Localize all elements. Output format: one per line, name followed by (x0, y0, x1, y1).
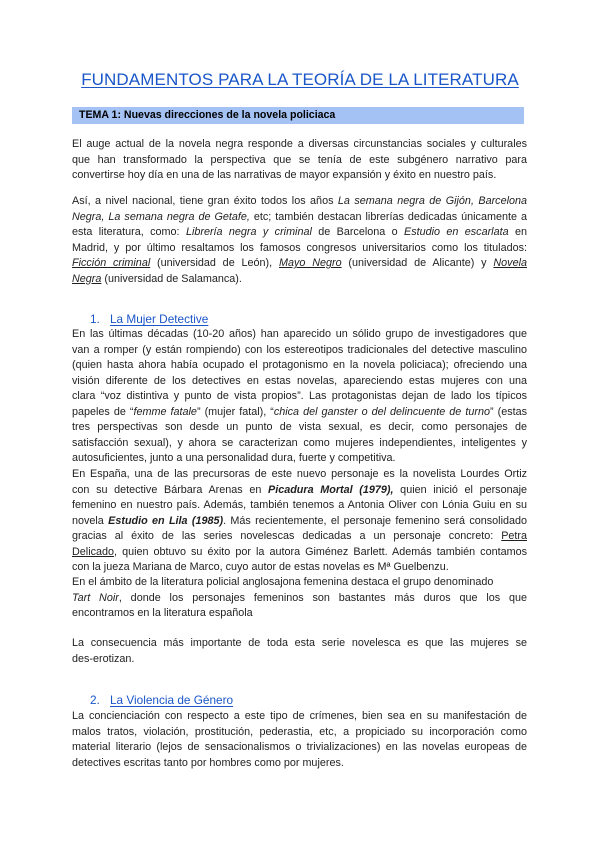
intro-paragraph-2: Así, a nivel nacional, tiene gran éxito todos los años La semana negra de Gijón, Barcelona Negra, La semana negra de Getafe, etc; también destacan librerías dedicadas únicamente a esta literatura, como: Librería negra y criminal de Barcelona o Estudio en escarlata en Madrid, y por último resaltamos los famosos congresos universitarios como los titulados: Ficción criminal (universidad de León), Mayo Negro (universidad de Alicante) y Novela Negra (universidad de Salamanca). (72, 195, 528, 285)
section1-paragraph-2: En España, una de las precursoras de este nuevo personaje es la novelista Lourdes Ortiz con su detective Bárbara Arenas en Picadura Mortal (1979), quien inició el personaje femenino en nuestro país. Además, también tenemos a Antonia Oliver con Lónia Guiu en su novela Estudio en Lila (1985). Más recientemente, el personaje femenino será consolidado gracias al éxito de las series novelescas dedicadas a un personaje concreto: Petra Delicado, quien obtuvo su éxito por la autora Giménez Barlett. Además también contamos con la jueza Mariana de Marco, cuyo autor de estas novelas es Mª Guelbenzu. (72, 468, 527, 573)
section1-paragraph-3: En el ámbito de la literatura policial anglosajona femenina destaca el grupo denominado Tart Noir, donde los personajes femeninos son bastantes más duros que los que encontramos en la literatura española (72, 576, 528, 619)
section1-paragraph-1: En las últimas décadas (10-20 años) han aparecido un sólido grupo de investigadores que van a romper (y están rompiendo) con los estereotipos tradicionales del detective masculino (quien hasta ahora había ocupado el protagonismo en la novela policiaca); ofreciendo una visión diferente de los detectives en estas novelas, apareciendo estas mujeres con una clara “voz distintiva y punto de vista propios”. Las protagonistas dejan de lado los típicos papeles de “femme fatale” (mujer fatal), “chica del ganster o del delincuente de turno” (estas tres perspectivas son desde un punto de vista sexual, es decir, como personajes de satisfacción sexual), y ahora se caracterizan como mujeres independientes, inteligentes y autosuficientes, junto a una personalidad dura, fuerte y competitiva. (72, 328, 527, 464)
intro-paragraph-1: El auge actual de la novela negra responde a diversas circunstancias sociales y culturales que han transformado la perspectiva que se tenía de este subgénero narrativo para convertirse hoy día en una de las narrativas de mayor expansión y éxito en nuestro país. (72, 138, 527, 181)
section-heading-violencia-genero: 2. La Violencia de Género (90, 693, 234, 707)
section1-paragraph-4: La consecuencia más importante de toda esta serie novelesca es que las mujeres se des-erotizan. (72, 637, 527, 665)
tema-banner: TEMA 1: Nuevas direcciones de la novela policiaca (72, 107, 524, 124)
section2-paragraph-1: La concienciación con respecto a este tipo de crímenes, bien sea en su manifestación de malos tratos, violación, prostitución, pederastia, etc, a propiciado su incorporación como material literario (lejos de sensacionalismos o trivializaciones) en las novelas europeas de detectives escritas tanto por hombres como por mujeres. (72, 710, 527, 769)
section-heading-mujer-detective: 1. La Mujer Detective (90, 312, 209, 326)
document-title: FUNDAMENTOS PARA LA TEORÍA DE LA LITERATURA (81, 70, 519, 89)
